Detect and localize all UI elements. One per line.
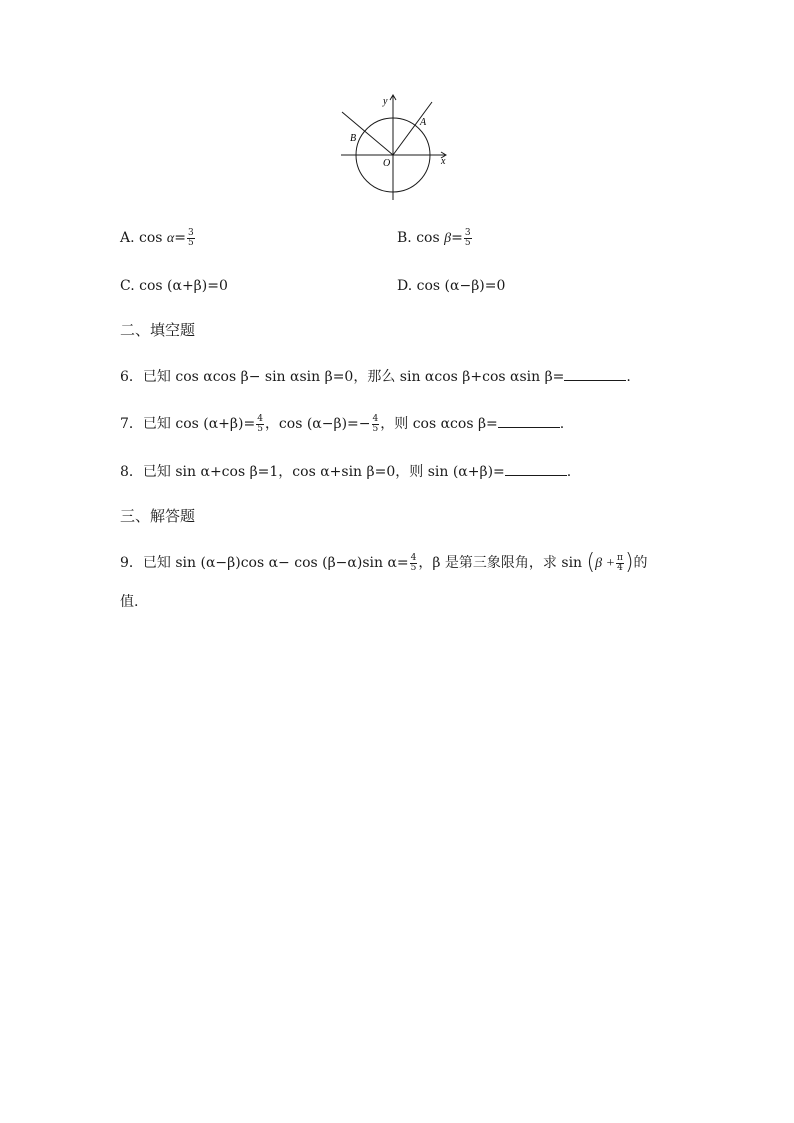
question-8 bbox=[120, 461, 571, 482]
question-7-fraction-2 bbox=[372, 415, 380, 434]
option-a bbox=[120, 228, 196, 249]
origin-label: O bbox=[383, 158, 391, 169]
section-fill-in-title: 二、填空题 bbox=[120, 321, 196, 339]
option-a-pre: cos bbox=[139, 230, 167, 246]
question-7-part1: 7．已知 cos (α+β)= bbox=[120, 416, 256, 432]
question-6 bbox=[120, 366, 631, 387]
question-7-den-1: 5 bbox=[257, 423, 263, 434]
option-b bbox=[397, 228, 473, 249]
option-b-letter: B. bbox=[397, 230, 412, 246]
question-9-fraction-2 bbox=[616, 554, 624, 573]
question-7-num-2: 4 bbox=[372, 413, 379, 424]
question-7-part2: ，cos (α−β)=− bbox=[264, 416, 371, 432]
question-9-inner: β + bbox=[595, 556, 616, 571]
option-a-den: 5 bbox=[188, 237, 194, 248]
question-7 bbox=[120, 413, 564, 434]
option-a-fraction bbox=[187, 229, 195, 248]
question-8-end: . bbox=[566, 464, 572, 480]
option-b-pre: cos bbox=[416, 230, 445, 246]
option-c bbox=[120, 276, 228, 296]
question-8-text: 8．已知 sin α+cos β=1，cos α+sin β=0，则 sin (α+β)= bbox=[120, 464, 505, 480]
question-9-num-2: π bbox=[617, 552, 623, 563]
option-d-letter: D. bbox=[397, 278, 413, 294]
option-a-var: α bbox=[166, 231, 175, 246]
question-7-part3: ，则 cos αcos β= bbox=[380, 416, 498, 432]
question-9-den-2: 4 bbox=[617, 562, 623, 573]
question-7-fraction-1 bbox=[256, 415, 264, 434]
question-7-end: . bbox=[559, 416, 565, 432]
option-b-den: 5 bbox=[464, 237, 471, 248]
option-d-text: cos (α−β)=0 bbox=[416, 278, 506, 294]
question-9-den-1: 5 bbox=[410, 562, 417, 573]
unit-circle-figure bbox=[336, 92, 456, 204]
option-b-eq: = bbox=[451, 230, 463, 246]
option-c-text: cos (α+β)=0 bbox=[139, 278, 228, 294]
question-9-right-paren: ) bbox=[624, 550, 634, 575]
option-c-letter: C. bbox=[120, 278, 135, 294]
question-9-fraction-1 bbox=[410, 554, 418, 573]
option-a-num: 3 bbox=[188, 227, 194, 238]
question-9-line2: 值. bbox=[120, 594, 139, 610]
option-b-num: 3 bbox=[464, 227, 471, 238]
question-6-blank[interactable] bbox=[564, 366, 626, 381]
section-answer-title: 三、解答题 bbox=[120, 507, 196, 525]
question-9-part1: 9．已知 sin (α−β)cos α− cos (β−α)sin α= bbox=[120, 555, 409, 571]
question-9-left-paren: ( bbox=[586, 550, 596, 575]
question-9 bbox=[120, 550, 648, 575]
y-axis-label: y bbox=[383, 96, 388, 107]
question-7-num-1: 4 bbox=[257, 413, 263, 424]
question-7-blank[interactable] bbox=[498, 413, 560, 428]
option-d bbox=[397, 276, 505, 296]
option-a-letter: A. bbox=[120, 230, 135, 246]
ray-oa bbox=[393, 102, 432, 155]
option-a-eq: = bbox=[174, 230, 187, 246]
question-9-num-1: 4 bbox=[410, 552, 417, 563]
question-8-blank[interactable] bbox=[505, 461, 567, 476]
question-6-end: . bbox=[626, 369, 631, 385]
option-b-var: β bbox=[444, 231, 452, 246]
question-9-part2: ，β 是第三象限角，求 sin bbox=[418, 555, 587, 571]
option-b-fraction bbox=[464, 229, 472, 248]
x-axis-label: x bbox=[441, 156, 446, 167]
question-9-part3: 的 bbox=[633, 555, 648, 571]
question-7-den-2: 5 bbox=[372, 423, 379, 434]
point-a-label: A bbox=[420, 117, 427, 128]
question-6-text: 6．已知 cos αcos β− sin αsin β=0，那么 sin αcos β+cos αsin β= bbox=[120, 369, 565, 385]
point-b-label: B bbox=[350, 133, 357, 144]
